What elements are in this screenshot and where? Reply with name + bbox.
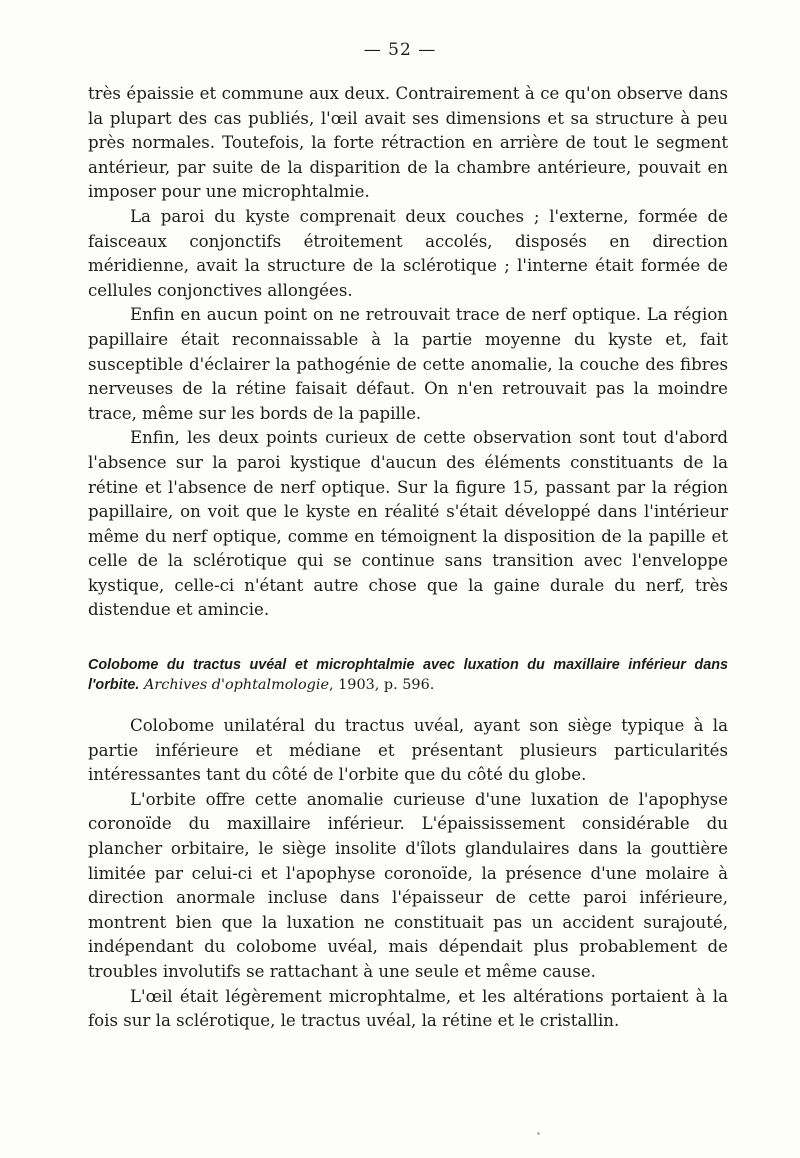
scan-speck (537, 1132, 540, 1135)
paragraph: L'orbite offre cette anomalie curieuse d'une luxation de l'apophyse coronoïde du maxillaire inférieur. L'épaississement considérable du plancher orbitaire, le siège insolite d'îlots glandulaires dans la gouttière limitée par celui-ci et l'apophyse coronoïde, la présence d'une molaire à direction anormale incluse dans l'épaisseur de cette paroi inférieure, montrent bien que la luxation ne constituait pas un accident surajouté, indépendant du colobome uvéal, mais dépendait plus probablement de troubles involutifs se rattachant à une seule et même cause. (88, 789, 728, 981)
journal-name: Archives d'ophtalmologie (143, 677, 329, 693)
body-section-article (88, 714, 728, 1034)
body-section-continuation (88, 82, 728, 623)
article-reference-heading (88, 655, 728, 695)
article-title: Colobome du tractus uvéal et microphtalmie avec luxation du maxillaire inférieur dans l'orbite. (88, 657, 728, 693)
paragraph: Colobome unilatéral du tractus uvéal, ayant son siège typique à la partie inférieure et médiane et présentant plusieurs particularités intéressantes tant du côté de l'orbite que du côté du globe. (88, 716, 728, 785)
paragraph: Enfin en aucun point on ne retrouvait trace de nerf optique. La région papillaire était reconnaissable à la partie moyenne du kyste et, fait susceptible d'éclairer la pathogénie de cette anomalie, la couche des fibres nerveuses de la rétine faisait défaut. On n'en retrouvait pas la moindre trace, même sur les bords de la papille. (88, 305, 728, 423)
paragraph: Enfin, les deux points curieux de cette observation sont tout d'abord l'absence sur la paroi kystique d'aucun des éléments constituants de la rétine et l'absence de nerf optique. Sur la figure 15, passant par la région papillaire, on voit que le kyste en réalité s'était développé dans l'intérieur même du nerf optique, comme en témoignent la disposition de la papille et celle de la sclérotique qui se continue sans transition avec l'enveloppe kystique, celle-ci n'étant autre chose que la gaine durale du nerf, très distendue et amincie. (88, 428, 728, 620)
paragraph: très épaissie et commune aux deux. Contrairement à ce qu'on observe dans la plupart des cas publiés, l'œil avait ses dimensions et sa structure à peu près normales. Toutefois, la forte rétraction en arrière de tout le segment antérieur, par suite de la disparition de la chambre antérieure, pouvait en imposer pour une microphtalmie. (88, 84, 728, 202)
paragraph: L'œil était légèrement microphtalme, et les altérations portaient à la fois sur la sclérotique, le tractus uvéal, la rétine et le cristallin. (88, 986, 728, 1031)
citation-details: , 1903, p. 596. (328, 677, 435, 693)
paragraph: La paroi du kyste comprenait deux couches ; l'externe, formée de faisceaux conjonctifs étroitement accolés, disposés en direction méridienne, avait la structure de la sclérotique ; l'interne était formée de cellules conjonctives allongées. (88, 206, 728, 300)
page-number: — 52 — (363, 40, 437, 60)
